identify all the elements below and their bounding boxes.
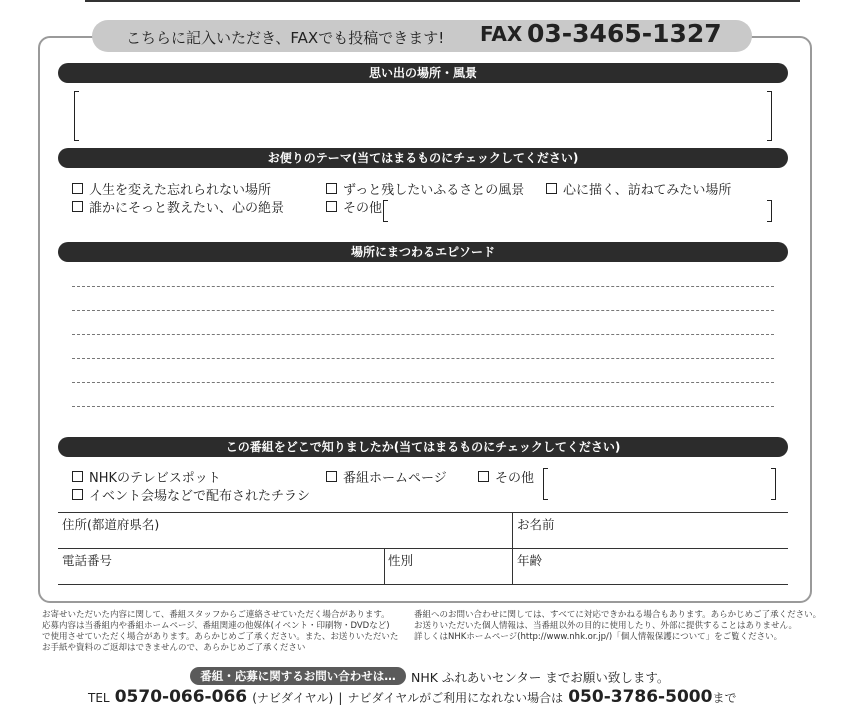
checkbox-icon[interactable] [478, 471, 489, 482]
theme-option-4[interactable]: 誰かにそっと教えたい、心の絶景 [72, 197, 284, 216]
place-input-bracket-right [767, 91, 772, 141]
field-rule [58, 512, 788, 513]
episode-line[interactable] [72, 382, 774, 383]
checkbox-icon[interactable] [326, 183, 337, 194]
field-divider [384, 548, 385, 584]
age-field[interactable] [517, 566, 785, 583]
place-input-area[interactable] [80, 91, 766, 139]
checkbox-icon[interactable] [546, 183, 557, 194]
tel-number: 0570-066-066 [114, 687, 248, 707]
theme-option-3[interactable]: 心に描く、訪ねてみたい場所 [546, 179, 731, 198]
contact-center-text: NHK ふれあいセンター までお願い致します。 [411, 670, 670, 685]
episode-line[interactable] [72, 334, 774, 335]
field-rule [58, 548, 788, 549]
section-title-theme: お便りのテーマ(当てはまるものにチェックしてください) [267, 151, 579, 165]
checkbox-icon[interactable] [72, 183, 83, 194]
section-title-place: 思い出の場所・風景 [368, 66, 477, 80]
episode-line[interactable] [72, 406, 774, 407]
place-input-bracket-left [74, 91, 79, 141]
theme-other-input[interactable] [389, 200, 765, 220]
section-bar-source [58, 437, 788, 457]
source-option-other[interactable]: その他 [478, 467, 534, 486]
checkbox-icon[interactable] [326, 201, 337, 212]
source-other-bracket-right [771, 468, 776, 500]
contact-banner-text: 番組・応募に関するお問い合わせは… [200, 669, 396, 683]
top-rule [85, 0, 800, 2]
theme-other-bracket-left [383, 200, 388, 222]
tel-line [88, 687, 736, 707]
gender-label: 性別 [388, 553, 414, 568]
theme-option-other[interactable]: その他 [326, 197, 382, 216]
theme-other-bracket-right [767, 200, 772, 222]
gender-field[interactable] [388, 566, 510, 583]
source-option-homepage[interactable]: 番組ホームページ [326, 467, 447, 486]
age-label: 年齢 [517, 553, 543, 568]
source-option-tv[interactable]: NHKのテレビスポット [72, 467, 221, 486]
address-label: 住所(都道府県名) [62, 517, 160, 532]
tel-separator: | [338, 691, 343, 705]
source-other-bracket-left [543, 468, 548, 500]
name-field[interactable] [517, 530, 785, 547]
source-option-flyer[interactable]: イベント会場などで配布されたチラシ [72, 485, 310, 504]
name-label: お名前 [517, 517, 555, 532]
tel-label: TEL [88, 691, 110, 705]
checkbox-icon[interactable] [326, 471, 337, 482]
section-bar-theme [58, 148, 788, 168]
address-field[interactable] [62, 530, 510, 547]
section-bar-episode [58, 242, 788, 262]
phone-field[interactable] [62, 566, 382, 583]
field-divider [512, 512, 513, 584]
fax-number: 03-3465-1327 [527, 19, 722, 48]
section-title-episode: 場所にまつわるエピソード [350, 245, 495, 259]
checkbox-icon[interactable] [72, 471, 83, 482]
section-title-source: この番組をどこで知りましたか(当てはまるものにチェックしてください) [225, 440, 621, 454]
notes-right: 番組へのお問い合わせに関しては、すべてに対応できかねる場合もあります。あらかじめご了承ください。 お送りいただいた個人情報は、当番組以外の目的に使用したり、外部に提供することはありません。 詳しくはNHKホームページ(http://www.nhk.or.jp/)「個人情報保護について」をご覧ください。 [414, 610, 822, 642]
episode-line[interactable] [72, 358, 774, 359]
theme-option-2[interactable]: ずっと残したいふるさとの風景 [326, 179, 524, 198]
contact-banner [190, 667, 406, 685]
navi-dial-note: (ナビダイヤル) [252, 691, 334, 705]
episode-line[interactable] [72, 310, 774, 311]
alt-tel-number: 050-3786-5000 [568, 687, 713, 707]
notes-left: お寄せいただいた内容に関して、番組スタッフからご連絡させていただく場合があります。 応募内容は当番組内や番組ホームページ、番組関連の他媒体(イベント・印刷物・DVDなど) で使用させていただく場合があります。あらかじめご了承ください。また、お送りいただいた お手紙や資料のご返却はできませんので、あらかじめご了承ください [42, 610, 399, 653]
fax-label: FAX [480, 22, 523, 46]
field-rule [58, 584, 788, 585]
source-other-input[interactable] [549, 468, 770, 498]
theme-option-1[interactable]: 人生を変えた忘れられない場所 [72, 179, 271, 198]
episode-line[interactable] [72, 286, 774, 287]
alt-tel-text: ナビダイヤルがご利用になれない場合は [347, 691, 564, 705]
fax-header-text: こちらに記入いただき、FAXでも投稿できます! [126, 29, 445, 47]
tel-suffix: まで [712, 691, 737, 705]
checkbox-icon[interactable] [72, 489, 83, 500]
phone-label: 電話番号 [62, 553, 113, 568]
checkbox-icon[interactable] [72, 201, 83, 212]
section-bar-place [58, 63, 788, 83]
